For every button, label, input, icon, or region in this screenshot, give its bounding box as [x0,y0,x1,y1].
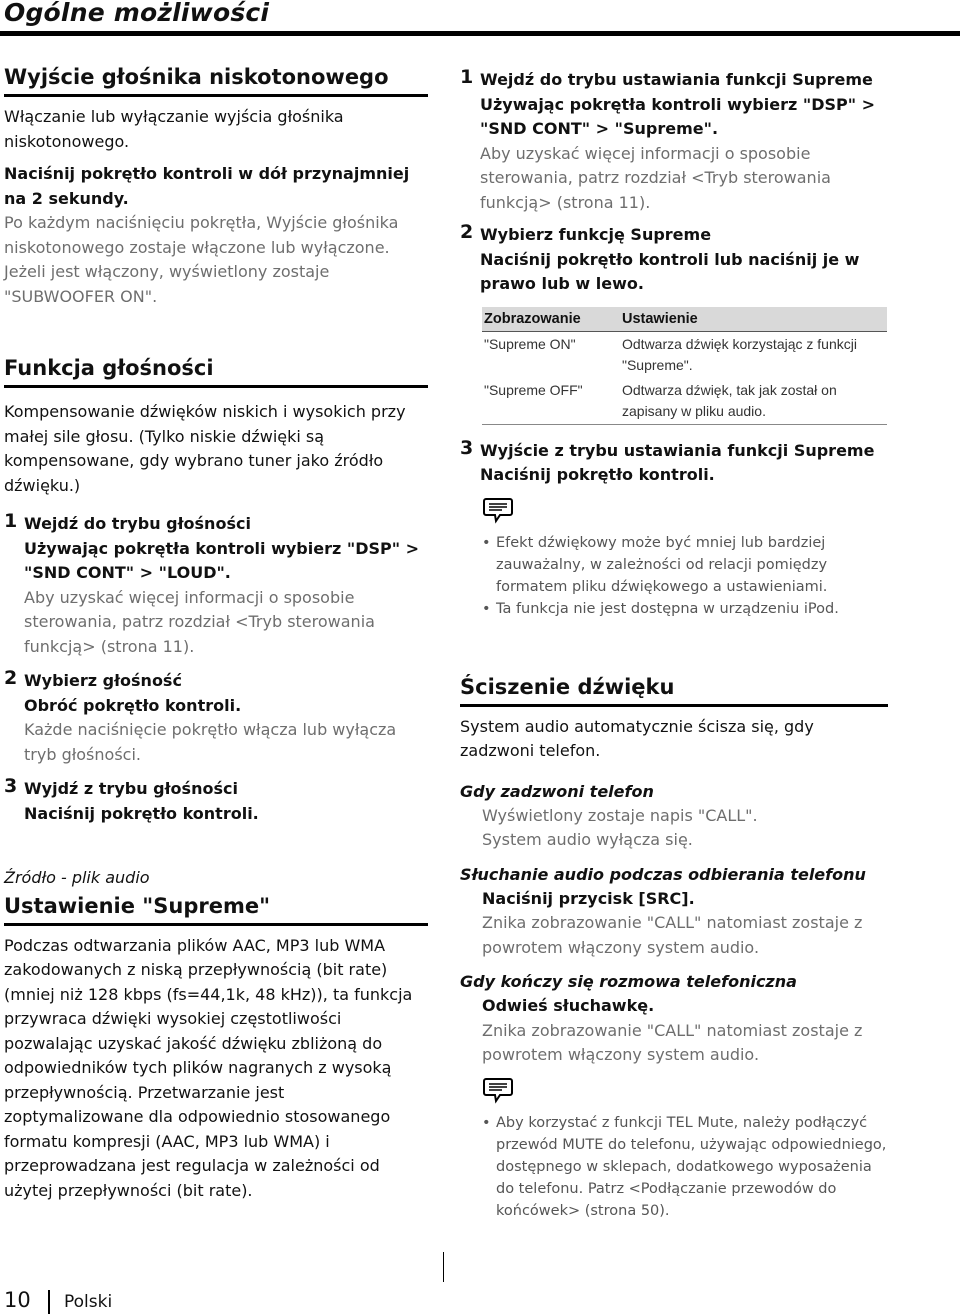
step-action: Używając pokrętła kontroli wybierz "DSP" > "SND CONT" > "Supreme". [480,94,876,138]
step-desc: Aby uzyskać więcej informacji o sposobie sterowania, patrz rozdział <Tryb sterowania funkcją> (strona 11). [480,143,831,212]
loudness-intro-2: (Tylko niskie dźwięki są kompensowane, gdy wybrano tuner jako źródło dźwięku.) [4,426,384,495]
step-title: Wejdź do trybu głośności [24,514,251,533]
page-number: 10 [4,1288,31,1312]
supreme-step-1 [460,68,888,215]
step-number: 1 [4,510,18,532]
mute-heading: Ściszenie dźwięku [460,672,888,707]
mute-case-3 [460,970,888,1068]
footer-language: Polski [64,1292,113,1312]
supreme-step-2 [460,223,888,297]
loudness-step-1 [4,512,428,659]
subwoofer-instruction: Naciśnij pokrętło kontroli w dół przynajmniej na 2 sekundy. [4,164,410,208]
loudness-intro-1: Kompensowanie dźwięków niskich i wysokich przy małej sile głosu. [4,402,406,446]
loudness-step-3 [4,777,428,826]
subwoofer-desc-1: Po każdym naciśnięciu pokrętła, Wyjście głośnika niskotonowego zostaje włączone lub wyłączone. [4,213,399,257]
page-footer [0,1280,300,1316]
table-header-row [482,307,887,332]
page-header [0,0,960,40]
note-icon [482,1076,514,1104]
supreme-note-icon-wrap [460,496,888,528]
loudness-section [4,353,428,826]
table-cell-display: "Supreme OFF" [482,378,620,425]
step-action: Naciśnij pokrętło kontroli. [24,803,259,823]
step-title: Wejdź do trybu ustawiania funkcji Supreme [480,70,873,89]
subwoofer-heading: Wyjście głośnika niskotonowego [4,62,428,97]
subwoofer-intro: Włączanie lub wyłączanie wyjścia głośnika niskotonowego. [4,107,344,151]
mute-notes [460,1112,888,1222]
subwoofer-desc-2: Jeżeli jest włączony, wyświetlony zostaje "SUBWOOFER ON". [4,262,330,306]
step-title: Wybierz głośność [24,671,182,690]
supreme-body: Podczas odtwarzania plików AAC, MP3 lub WMA zakodowanych z niską przepływnością (bit rate) (mniej niż 128 kbps (fs=44,1k, 48 kHz)), ta funkcja przywraca dźwięki wysokiej częstotliwości pozwalając uzyskać jakość dźwięku zbliżoną do odpowiedników tych plików nagranych z wysoką przepływnością. Przetwarzanie jest zoptymalizowane dla odpowiednio stosowanego formatu kompresji (AAC, MP3 lub WMA) i przeprowadzana jest regulacja w zależności od użytej przepływności (bit rate). [4,935,413,1200]
subwoofer-section [4,62,428,309]
step-number: 2 [4,667,18,689]
mute-section [460,672,888,1222]
mute-case-line: Wyświetlony zostaje napis "CALL". [482,805,758,825]
supreme-source-label: Źródło - plik audio [4,868,150,887]
header-rule [0,31,960,36]
step-desc: Każde naciśnięcie pokrętło włącza lub wyłącza tryb głośności. [24,720,397,764]
mute-case-2 [460,863,888,961]
loudness-intro [4,400,428,498]
step-action: Obróć pokrętło kontroli. [24,695,242,715]
step-desc: Aby uzyskać więcej informacji o sposobie sterowania, patrz rozdział <Tryb sterowania funkcją> (strona 11). [24,587,375,656]
supreme-heading: Ustawienie "Supreme" [4,891,428,926]
table-row [482,378,887,425]
step-action: Naciśnij pokrętło kontroli lub naciśnij je w prawo lub w lewo. [480,249,860,293]
list-item: • Aby korzystać z funkcji TEL Mute, należy podłączyć przewód MUTE do telefonu, używając odpowiedniego, dostępnego w sklepach, dodatkowego wyposażenia do telefonu. Patrz <Podłączanie przewodów do końcówek> (strona 50). [482,1112,888,1222]
step-number: 1 [460,66,474,88]
footer-divider [48,1290,50,1314]
mute-case-1 [460,780,888,853]
page-title: Ogólne możliwości [4,0,270,27]
list-item: • Ta funkcja nie jest dostępna w urządzeniu iPod. [482,598,888,620]
mute-case-title: Gdy zadzwoni telefon [460,781,654,801]
table-cell-setting: Odtwarza dźwięk korzystając z funkcji "Supreme". [622,335,857,373]
mute-case-action: Odwieś słuchawkę. [482,996,655,1015]
table-header-display: Zobrazowanie [482,307,620,332]
step-title: Wybierz funkcję Supreme [480,225,712,244]
mute-case-line: System audio wyłącza się. [482,830,693,849]
mute-case-title: Słuchanie audio podczas odbierania telefonu [460,864,866,884]
left-column [4,62,428,1203]
mute-note-icon-wrap [460,1076,888,1108]
supreme-notes [460,532,888,620]
list-item: • Efekt dźwiękowy może być mniej lub bardziej zauważalny, w zależności od relacji pomiędzy formatem pliku dźwiękowego a ustawieniami. [482,532,888,598]
note-icon [482,496,514,524]
supreme-section [4,866,428,1203]
table-header-setting: Ustawienie [620,307,887,332]
supreme-settings-table [482,307,887,425]
footer-column-divider [443,1252,444,1282]
right-column [460,68,888,1222]
table-row [482,331,887,378]
step-action: Naciśnij pokrętło kontroli. [480,465,715,484]
mute-case-line: Znika zobrazowanie "CALL" natomiast zostaje z powrotem włączony system audio. [482,913,863,957]
table-cell-setting: Odtwarza dźwięk, tak jak został on zapisany w pliku audio. [620,378,887,425]
step-title: Wyjdź z trybu głośności [24,779,238,798]
mute-intro: System audio automatycznie ścisza się, gdy zadzwoni telefon. [460,716,814,760]
mute-case-action: Naciśnij przycisk [SRC]. [482,888,695,908]
supreme-step-3 [460,436,888,488]
loudness-step-2 [4,669,428,767]
step-title: Wyjście z trybu ustawiania funkcji Supreme [480,440,875,460]
mute-case-line: Znika zobrazowanie "CALL" natomiast zostaje z powrotem włączony system audio. [482,1020,863,1064]
table-cell-display: "Supreme ON" [484,335,576,352]
step-number: 3 [460,436,474,459]
step-number: 2 [460,221,474,243]
step-number: 3 [4,775,18,797]
step-action: Używając pokrętła kontroli wybierz "DSP" > "SND CONT" > "LOUD". [24,538,420,582]
mute-case-title: Gdy kończy się rozmowa telefoniczna [460,972,797,991]
loudness-heading: Funkcja głośności [4,353,428,388]
